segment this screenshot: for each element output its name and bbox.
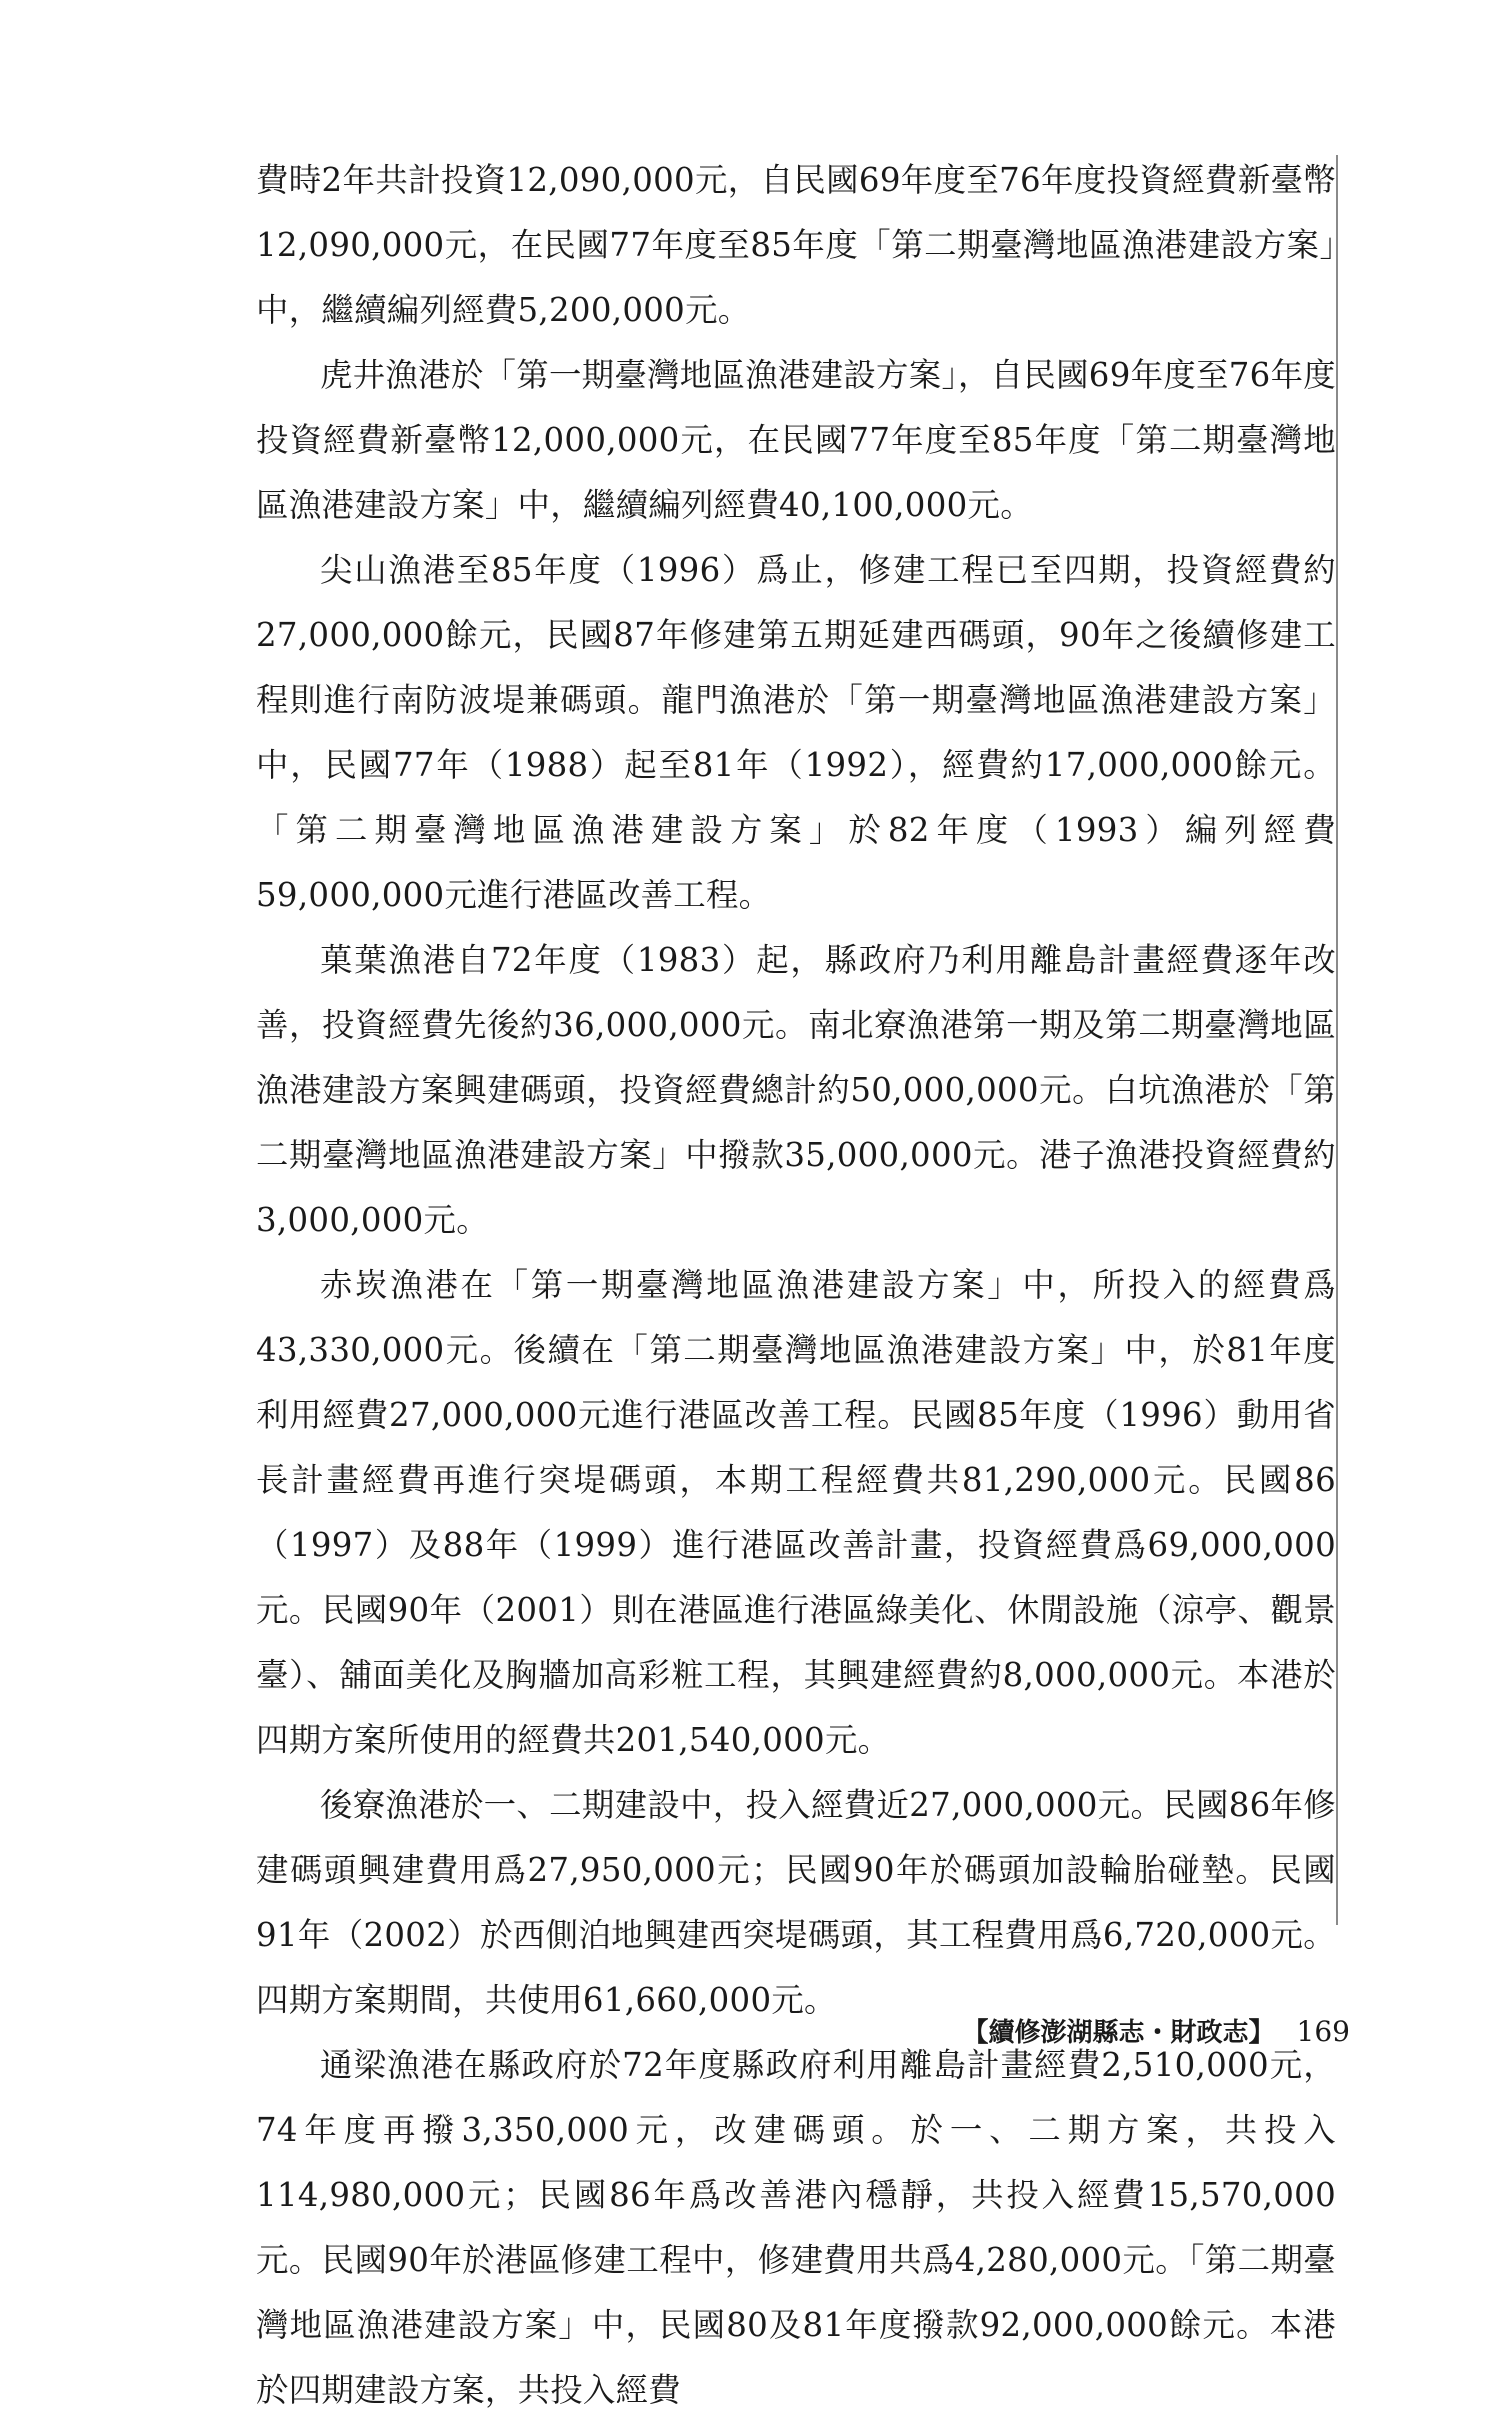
paragraph-5: 赤崁漁港在「第一期臺灣地區漁港建設方案」中，所投入的經費爲43,330,000元。後續在「第二期臺灣地區漁港建設方案」中，於81年度利用經費27,000,000元進行港區改善工程。民國85年度（1996）動用省長計畫經費再進行突堤碼頭，本期工程經費共81,290,000元。民國86（1997）及88年（1999）進行港區改善計畫，投資經費爲69,000,000元。民國90年（2001）則在港區進行港區綠美化、休閒設施（涼亭、觀景臺）、舖面美化及胸牆加高彩粧工程，其興建經費約8,000,000元。本港於四期方案所使用的經費共201,540,000元。: [256, 1266, 1336, 1759]
paragraph-2: 虎井漁港於「第一期臺灣地區漁港建設方案」，自民國69年度至76年度投資經費新臺幣12,000,000元，在民國77年度至85年度「第二期臺灣地區漁港建設方案」中，繼續編列經費40,100,000元。: [256, 356, 1336, 524]
page-footer: [963, 2012, 1350, 2049]
running-title: 【續修澎湖縣志・財政志】: [962, 2018, 1275, 2048]
paragraph-4: 菓葉漁港自72年度（1983）起，縣政府乃利用離島計畫經費逐年改善，投資經費先後約36,000,000元。南北寮漁港第一期及第二期臺灣地區漁港建設方案興建碼頭，投資經費總計約50,000,000元。白坑漁港於「第二期臺灣地區漁港建設方案」中撥款35,000,000元。港子漁港投資經費約3,000,000元。: [256, 941, 1336, 1239]
margin-rule: [1336, 155, 1338, 1925]
paragraph-7: 通梁漁港在縣政府於72年度縣政府利用離島計畫經費2,510,000元，74年度再撥3,350,000元，改建碼頭。於一、二期方案，共投入114,980,000元；民國86年爲改善港內穩靜，共投入經費15,570,000元。民國90年於港區修建工程中，修建費用共爲4,280,000元。「第二期臺灣地區漁港建設方案」中，民國80及81年度撥款92,000,000餘元。本港於四期建設方案，共投入經費: [256, 2046, 1336, 2409]
paragraph-6: 後寮漁港於一、二期建設中，投入經費近27,000,000元。民國86年修建碼頭興建費用爲27,950,000元；民國90年於碼頭加設輪胎碰墊。民國91年（2002）於西側泊地興建西突堤碼頭，其工程費用爲6,720,000元。四期方案期間，共使用61,660,000元。: [256, 1786, 1336, 2019]
body-text: [256, 148, 1336, 2423]
page-number: 169: [1296, 2015, 1350, 2048]
paragraph-1: 費時2年共計投資12,090,000元，自民國69年度至76年度投資經費新臺幣12,090,000元，在民國77年度至85年度「第二期臺灣地區漁港建設方案」中，繼續編列經費5,200,000元。: [256, 161, 1336, 329]
paragraph-3: 尖山漁港至85年度（1996）爲止，修建工程已至四期，投資經費約27,000,000餘元，民國87年修建第五期延建西碼頭，90年之後續修建工程則進行南防波堤兼碼頭。龍門漁港於「第一期臺灣地區漁港建設方案」中，民國77年（1988）起至81年（1992），經費約17,000,000餘元。「第二期臺灣地區漁港建設方案」於82年度（1993）編列經費59,000,000元進行港區改善工程。: [256, 551, 1336, 914]
